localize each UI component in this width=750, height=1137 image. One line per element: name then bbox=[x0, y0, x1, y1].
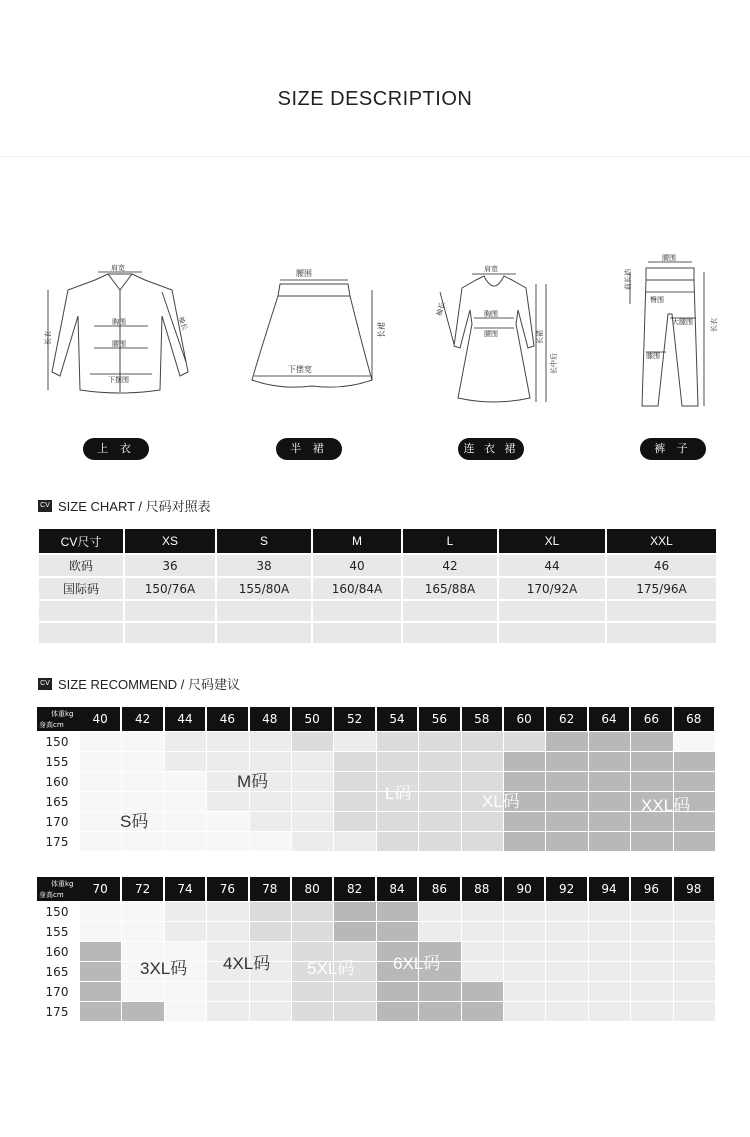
weight-header-cell: 98 bbox=[674, 877, 714, 901]
header-cell: XS bbox=[124, 528, 216, 554]
grid-cell bbox=[674, 832, 715, 851]
label-skirt: 半 裙 bbox=[276, 438, 342, 460]
table-header-row bbox=[38, 528, 717, 554]
grid-cell bbox=[377, 732, 418, 751]
table-row bbox=[38, 554, 717, 577]
tag-waist: 腰围 bbox=[484, 330, 498, 338]
tag-hem: 下摆围 bbox=[108, 376, 129, 384]
grid-cell bbox=[589, 962, 630, 981]
grid-cell bbox=[419, 1002, 460, 1021]
pants-illustration bbox=[620, 252, 720, 417]
weight-header-cell: 70 bbox=[80, 877, 120, 901]
header-cell: M bbox=[312, 528, 402, 554]
grid-cell bbox=[504, 1002, 545, 1021]
weight-header-cell: 92 bbox=[546, 877, 586, 901]
weight-header-cell: 40 bbox=[80, 707, 120, 731]
grid-cell bbox=[165, 772, 206, 791]
grid-cell bbox=[546, 792, 587, 811]
shirt-illustration bbox=[40, 262, 200, 412]
grid-cell bbox=[674, 732, 715, 751]
grid-cell bbox=[674, 982, 715, 1001]
size-zone-label: S码 bbox=[120, 812, 149, 831]
grid-cell bbox=[122, 902, 163, 921]
table-row bbox=[38, 622, 717, 644]
grid-cell bbox=[250, 812, 291, 831]
grid-cell bbox=[377, 982, 418, 1001]
grid-cell bbox=[504, 962, 545, 981]
table-cell bbox=[498, 622, 606, 644]
grid-cell bbox=[631, 832, 672, 851]
size-zone-label: M码 bbox=[237, 772, 269, 791]
grid-cell bbox=[334, 732, 375, 751]
grid-cell bbox=[462, 962, 503, 981]
grid-cell bbox=[80, 812, 121, 831]
grid-cell bbox=[334, 792, 375, 811]
grid-cell bbox=[504, 752, 545, 771]
grid-cell bbox=[334, 902, 375, 921]
grid-cell bbox=[419, 832, 460, 851]
weight-header-cell: 88 bbox=[462, 877, 502, 901]
grid-cell bbox=[546, 1002, 587, 1021]
grid-cell bbox=[631, 732, 672, 751]
grid-cell bbox=[546, 902, 587, 921]
grid-cell bbox=[292, 832, 333, 851]
table-cell bbox=[216, 622, 312, 644]
grid-cell bbox=[292, 922, 333, 941]
size-recommend-title bbox=[38, 674, 240, 693]
grid-cell bbox=[165, 1002, 206, 1021]
height-label: 150 bbox=[45, 735, 69, 749]
grid-cell bbox=[546, 832, 587, 851]
grid-cell bbox=[631, 752, 672, 771]
grid-cell bbox=[546, 922, 587, 941]
grid-cell bbox=[165, 812, 206, 831]
tag-sleeve: 袖长 bbox=[435, 301, 447, 317]
grid-cell bbox=[80, 982, 121, 1001]
tag-front: 前长裆 bbox=[624, 269, 632, 290]
grid-cell bbox=[207, 732, 248, 751]
grid-cell bbox=[250, 792, 291, 811]
tag-length: 长衣 bbox=[44, 331, 52, 345]
grid-cell bbox=[462, 732, 503, 751]
grid-cell bbox=[504, 942, 545, 961]
height-label: 160 bbox=[45, 775, 69, 789]
grid-cell bbox=[674, 902, 715, 921]
corner-height-label: 身高cm bbox=[39, 721, 64, 729]
grid-cell bbox=[589, 1002, 630, 1021]
weight-header-cell: 74 bbox=[165, 877, 205, 901]
grid-cell bbox=[674, 752, 715, 771]
corner-weight-label: 体重kg bbox=[51, 880, 74, 888]
table-cell: 36 bbox=[124, 554, 216, 577]
tag-waist: 腰围 bbox=[112, 340, 126, 348]
tag-shoulder: 肩宽 bbox=[484, 265, 498, 273]
grid-cell bbox=[292, 752, 333, 771]
weight-header-cell: 56 bbox=[419, 707, 459, 731]
grid-cell bbox=[462, 752, 503, 771]
weight-header-cell: 78 bbox=[250, 877, 290, 901]
grid-cell bbox=[462, 942, 503, 961]
weight-header-cell: 84 bbox=[377, 877, 417, 901]
grid-cell bbox=[165, 752, 206, 771]
grid-cell bbox=[250, 832, 291, 851]
table-cell bbox=[216, 600, 312, 622]
weight-header-cell: 90 bbox=[504, 877, 544, 901]
tag-chest: 胸围 bbox=[112, 318, 126, 326]
weight-header-cell: 96 bbox=[631, 877, 671, 901]
grid-cell bbox=[207, 792, 248, 811]
grid-cell bbox=[546, 962, 587, 981]
table-cell: 170/92A bbox=[498, 577, 606, 600]
grid-cell bbox=[80, 732, 121, 751]
grid-cell bbox=[589, 812, 630, 831]
grid-cell bbox=[80, 1002, 121, 1021]
tag-knee: 膝围 bbox=[646, 352, 660, 360]
weight-header-cell: 64 bbox=[589, 707, 629, 731]
size-chart-title bbox=[38, 496, 211, 515]
grid-cell bbox=[546, 982, 587, 1001]
size-zone-label: 5XL码 bbox=[307, 959, 355, 978]
table-cell bbox=[606, 622, 717, 644]
grid-cell bbox=[80, 832, 121, 851]
table-row bbox=[38, 600, 717, 622]
cv-badge: CV bbox=[38, 678, 52, 690]
table-cell bbox=[312, 600, 402, 622]
grid-cell bbox=[589, 832, 630, 851]
grid-cell bbox=[419, 752, 460, 771]
grid-cell bbox=[462, 922, 503, 941]
weight-header-cell: 68 bbox=[674, 707, 714, 731]
grid-cell bbox=[207, 922, 248, 941]
height-label: 155 bbox=[45, 925, 69, 939]
grid-cell bbox=[377, 902, 418, 921]
label-dress: 连 衣 裙 bbox=[458, 438, 524, 460]
grid-cell bbox=[377, 832, 418, 851]
grid-cell bbox=[292, 812, 333, 831]
size-chart-table bbox=[37, 527, 718, 645]
size-chart-title-text: SIZE CHART / 尺码对照表 bbox=[58, 499, 211, 514]
grid-cell bbox=[546, 812, 587, 831]
grid-cell bbox=[250, 1002, 291, 1021]
grid-cell bbox=[377, 812, 418, 831]
tag-hip: 臀围 bbox=[650, 296, 664, 304]
grid-cell bbox=[462, 812, 503, 831]
grid-cell bbox=[631, 922, 672, 941]
weight-header-cell: 52 bbox=[334, 707, 374, 731]
skirt-illustration bbox=[240, 262, 385, 402]
table-cell: 国际码 bbox=[38, 577, 124, 600]
size-zone-label: 4XL码 bbox=[223, 954, 271, 973]
grid-cell bbox=[250, 902, 291, 921]
corner-weight-label: 体重kg bbox=[51, 710, 74, 718]
header-cell: CV尺寸 bbox=[38, 528, 124, 554]
page-title: SIZE DESCRIPTION bbox=[277, 88, 473, 110]
grid-cell bbox=[504, 982, 545, 1001]
tag-length: 长裙 bbox=[536, 330, 544, 344]
table-cell bbox=[402, 600, 498, 622]
table-row bbox=[38, 577, 717, 600]
grid-cell bbox=[250, 982, 291, 1001]
grid-cell bbox=[292, 792, 333, 811]
grid-cell bbox=[504, 732, 545, 751]
grid-cell bbox=[334, 832, 375, 851]
weight-header-cell: 66 bbox=[631, 707, 671, 731]
grid-cell bbox=[80, 922, 121, 941]
grid-cell bbox=[377, 752, 418, 771]
grid-cell bbox=[292, 1002, 333, 1021]
grid-cell bbox=[334, 772, 375, 791]
grid-cell bbox=[377, 1002, 418, 1021]
grid-corner bbox=[37, 877, 80, 901]
table-cell bbox=[124, 622, 216, 644]
header-cell: XL bbox=[498, 528, 606, 554]
grid-cell bbox=[419, 772, 460, 791]
weight-header-cell: 72 bbox=[122, 877, 162, 901]
grid-cell bbox=[546, 732, 587, 751]
grid-cell bbox=[546, 942, 587, 961]
table-cell bbox=[38, 600, 124, 622]
grid-cell bbox=[674, 922, 715, 941]
size-zone-label: XL码 bbox=[482, 792, 520, 811]
grid-cell bbox=[334, 922, 375, 941]
grid-cell bbox=[419, 982, 460, 1001]
weight-header-cell: 48 bbox=[250, 707, 290, 731]
grid-cell bbox=[122, 1002, 163, 1021]
grid-cell bbox=[631, 772, 672, 791]
table-cell: 160/84A bbox=[312, 577, 402, 600]
tag-chest: 胸围 bbox=[484, 310, 498, 318]
table-cell: 38 bbox=[216, 554, 312, 577]
tag-length: 长衣 bbox=[710, 318, 718, 332]
height-label: 170 bbox=[45, 815, 69, 829]
grid-cell bbox=[631, 942, 672, 961]
weight-header-cell: 82 bbox=[334, 877, 374, 901]
tag-hem: 下摆宽 bbox=[288, 365, 312, 374]
grid-cell bbox=[419, 922, 460, 941]
grid-cell bbox=[504, 832, 545, 851]
table-cell: 40 bbox=[312, 554, 402, 577]
grid-cell bbox=[122, 832, 163, 851]
weight-header-cell: 62 bbox=[546, 707, 586, 731]
label-pants: 裤 子 bbox=[640, 438, 706, 460]
weight-header-cell: 80 bbox=[292, 877, 332, 901]
height-label: 175 bbox=[45, 835, 69, 849]
height-label: 165 bbox=[45, 965, 69, 979]
table-cell bbox=[38, 622, 124, 644]
weight-header-cell: 94 bbox=[589, 877, 629, 901]
grid-cell bbox=[165, 792, 206, 811]
weight-header-cell: 58 bbox=[462, 707, 502, 731]
size-zone-label: 6XL码 bbox=[393, 954, 441, 973]
size-recommend-title-text: SIZE RECOMMEND / 尺码建议 bbox=[58, 677, 241, 692]
tag-back: 长中后 bbox=[550, 353, 558, 374]
tag-sleeve: 袖长 bbox=[176, 315, 189, 332]
recommend-grid-1 bbox=[37, 707, 716, 851]
grid-cell bbox=[589, 792, 630, 811]
grid-cell bbox=[462, 902, 503, 921]
weight-header-cell: 50 bbox=[292, 707, 332, 731]
grid-cell bbox=[122, 982, 163, 1001]
grid-cell bbox=[462, 832, 503, 851]
table-cell: 150/76A bbox=[124, 577, 216, 600]
grid-cell bbox=[631, 902, 672, 921]
grid-cell bbox=[165, 902, 206, 921]
height-label: 150 bbox=[45, 905, 69, 919]
grid-cell bbox=[207, 832, 248, 851]
grid-cell bbox=[419, 902, 460, 921]
weight-header-cell: 86 bbox=[419, 877, 459, 901]
grid-cell bbox=[250, 732, 291, 751]
recommend-grid-2 bbox=[37, 877, 716, 1021]
header-cell: XXL bbox=[606, 528, 717, 554]
grid-cell bbox=[674, 962, 715, 981]
header-cell: S bbox=[216, 528, 312, 554]
grid-cell bbox=[292, 772, 333, 791]
grid-cell bbox=[207, 812, 248, 831]
table-cell bbox=[606, 600, 717, 622]
grid-cell bbox=[207, 902, 248, 921]
grid-cell bbox=[674, 772, 715, 791]
table-cell bbox=[124, 600, 216, 622]
weight-header-cell: 60 bbox=[504, 707, 544, 731]
grid-cell bbox=[334, 982, 375, 1001]
grid-cell bbox=[631, 962, 672, 981]
weight-header-cell: 46 bbox=[207, 707, 247, 731]
grid-cell bbox=[122, 922, 163, 941]
grid-cell bbox=[122, 732, 163, 751]
dress-illustration bbox=[432, 262, 557, 412]
tag-length: 长裙 bbox=[377, 322, 386, 338]
grid-cell bbox=[334, 812, 375, 831]
grid-cell bbox=[589, 732, 630, 751]
label-top: 上 衣 bbox=[83, 438, 149, 460]
header-banner bbox=[0, 0, 750, 157]
grid-cell bbox=[589, 772, 630, 791]
grid-cell bbox=[165, 922, 206, 941]
table-cell: 46 bbox=[606, 554, 717, 577]
grid-cell bbox=[292, 732, 333, 751]
grid-cell bbox=[589, 752, 630, 771]
grid-cell bbox=[419, 792, 460, 811]
grid-cell bbox=[80, 962, 121, 981]
tag-shoulder: 肩宽 bbox=[111, 264, 125, 272]
weight-header-cell: 42 bbox=[122, 707, 162, 731]
table-cell: 155/80A bbox=[216, 577, 312, 600]
grid-cell bbox=[504, 812, 545, 831]
grid-cell bbox=[462, 982, 503, 1001]
height-label: 160 bbox=[45, 945, 69, 959]
grid-cell bbox=[80, 942, 121, 961]
grid-cell bbox=[80, 792, 121, 811]
grid-cell bbox=[546, 772, 587, 791]
corner-height-label: 身高cm bbox=[39, 891, 64, 899]
height-label: 175 bbox=[45, 1005, 69, 1019]
tag-waist: 腰围 bbox=[296, 269, 312, 278]
table-cell: 42 bbox=[402, 554, 498, 577]
table-cell: 175/96A bbox=[606, 577, 717, 600]
grid-cell bbox=[419, 812, 460, 831]
grid-cell bbox=[589, 942, 630, 961]
grid-cell bbox=[122, 752, 163, 771]
grid-corner bbox=[37, 707, 80, 731]
grid-cell bbox=[292, 902, 333, 921]
grid-cell bbox=[292, 982, 333, 1001]
grid-cell bbox=[631, 1002, 672, 1021]
size-zone-label: L码 bbox=[385, 784, 412, 803]
grid-cell bbox=[122, 772, 163, 791]
grid-cell bbox=[250, 922, 291, 941]
grid-cell bbox=[546, 752, 587, 771]
grid-cell bbox=[80, 752, 121, 771]
grid-cell bbox=[462, 1002, 503, 1021]
grid-cell bbox=[207, 1002, 248, 1021]
table-cell bbox=[402, 622, 498, 644]
grid-cell bbox=[589, 922, 630, 941]
grid-cell bbox=[589, 902, 630, 921]
table-cell: 44 bbox=[498, 554, 606, 577]
height-label: 170 bbox=[45, 985, 69, 999]
weight-header-cell: 76 bbox=[207, 877, 247, 901]
height-label: 155 bbox=[45, 755, 69, 769]
grid-cell bbox=[674, 1002, 715, 1021]
table-cell bbox=[498, 600, 606, 622]
grid-cell bbox=[504, 902, 545, 921]
grid-cell bbox=[80, 772, 121, 791]
grid-cell bbox=[631, 982, 672, 1001]
grid-cell bbox=[334, 1002, 375, 1021]
weight-header-cell: 54 bbox=[377, 707, 417, 731]
grid-cell bbox=[504, 922, 545, 941]
table-cell bbox=[312, 622, 402, 644]
size-zone-label: 3XL码 bbox=[140, 959, 188, 978]
header-cell: L bbox=[402, 528, 498, 554]
size-zone-label: XXL码 bbox=[641, 796, 691, 815]
cv-badge: CV bbox=[38, 500, 52, 512]
table-cell: 165/88A bbox=[402, 577, 498, 600]
tag-waist: 腰围 bbox=[662, 254, 676, 262]
table-cell: 欧码 bbox=[38, 554, 124, 577]
grid-cell bbox=[674, 942, 715, 961]
grid-cell bbox=[165, 832, 206, 851]
grid-cell bbox=[165, 732, 206, 751]
weight-header-cell: 44 bbox=[165, 707, 205, 731]
grid-cell bbox=[334, 752, 375, 771]
grid-cell bbox=[377, 922, 418, 941]
grid-cell bbox=[80, 902, 121, 921]
tag-thigh: 大腿围 bbox=[672, 318, 693, 326]
grid-cell bbox=[207, 982, 248, 1001]
grid-cell bbox=[589, 982, 630, 1001]
grid-cell bbox=[419, 732, 460, 751]
grid-cell bbox=[165, 982, 206, 1001]
height-label: 165 bbox=[45, 795, 69, 809]
